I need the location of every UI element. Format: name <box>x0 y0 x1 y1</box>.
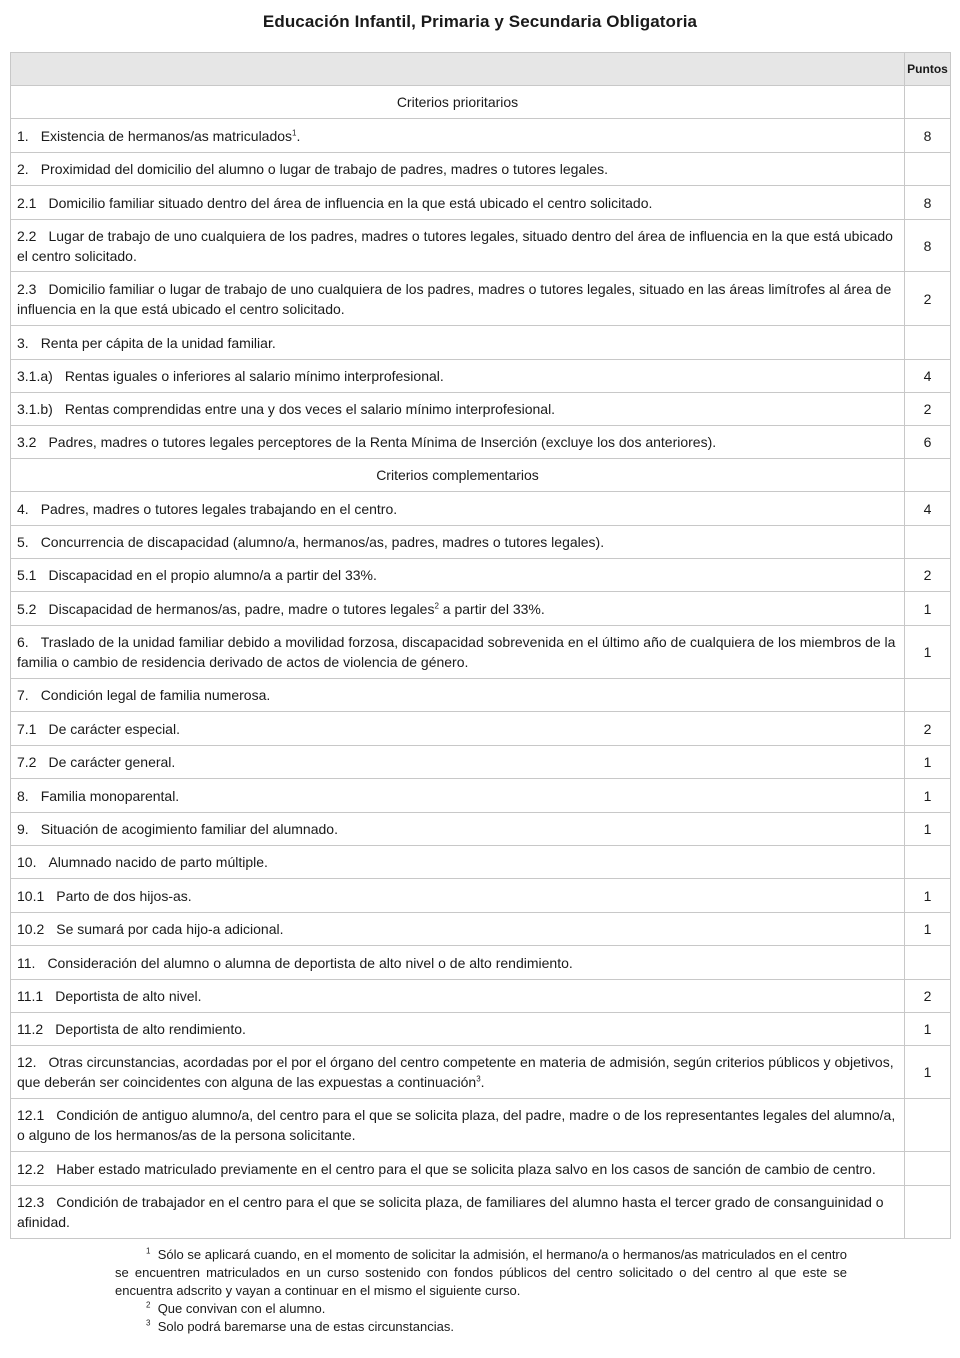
table-row <box>11 846 951 879</box>
criterion-code: 5.1 <box>17 567 37 583</box>
criterion-cell <box>11 1046 905 1099</box>
criterion-text: Existencia de hermanos/as matriculados <box>40 127 293 144</box>
table-row <box>11 592 951 626</box>
criterion-text: Otras circunstancias, acordadas por el por el órgano del centro competente en materia de admisión, según criterios públicos y objetivos, que deberán ser coincidentes con alguna de las expuestas a continuación <box>17 1054 894 1090</box>
criterion-text: Haber estado matriculado previamente en el centro para el que se solicita plaza salvo en los casos de sanción de cambio de centro. <box>56 1160 876 1177</box>
criterion-text: Discapacidad en el propio alumno/a a partir del 33%. <box>48 567 377 583</box>
criterion-code: 12.3 <box>17 1194 45 1210</box>
points-cell: 1 <box>905 746 951 779</box>
section-title: Criterios complementarios <box>11 459 905 492</box>
criterion-text: De carácter especial. <box>48 720 180 737</box>
criterion-text: Condición legal de familia numerosa. <box>40 687 271 703</box>
criterion-cell <box>11 220 905 272</box>
criterion-code: 8. <box>17 787 29 804</box>
points-cell <box>905 326 951 360</box>
criterion-cell <box>11 626 905 679</box>
table-row <box>11 1152 951 1186</box>
points-cell: 1 <box>905 1046 951 1099</box>
table-row <box>11 153 951 186</box>
criterion-cell <box>11 712 905 746</box>
points-cell: 2 <box>905 272 951 326</box>
table-row <box>11 980 951 1013</box>
table-row <box>11 360 951 393</box>
criterion-code: 10.2 <box>17 921 45 937</box>
footnote-mark: 3 <box>146 1318 151 1328</box>
criterion-cell <box>11 1186 905 1239</box>
points-cell <box>905 679 951 712</box>
points-cell <box>905 526 951 559</box>
criterion-code: 2. <box>17 161 29 177</box>
criterion-text: Consideración del alumno o alumna de deportista de alto nivel o de alto rendimiento. <box>47 954 573 971</box>
criterion-text: Renta per cápita de la unidad familiar. <box>40 334 276 351</box>
criterion-cell <box>11 913 905 946</box>
footnote <box>115 1300 847 1318</box>
criterion-code: 5. <box>17 534 29 550</box>
criterion-cell <box>11 153 905 186</box>
criterion-text: Situación de acogimiento familiar del alumnado. <box>40 821 338 837</box>
table-row <box>11 779 951 813</box>
criterion-text: Rentas iguales o inferiores al salario mínimo interprofesional. <box>64 368 444 384</box>
criterion-cell <box>11 360 905 393</box>
criterion-cell <box>11 186 905 220</box>
table-row <box>11 186 951 220</box>
criterion-text: Domicilio familiar o lugar de trabajo de uno cualquiera de los padres, madres o tutores legales, situado en las áreas limítrofes al área de influencia en la que está ubicado el centro solicitado. <box>17 280 892 317</box>
points-cell: 2 <box>905 393 951 426</box>
criterion-code: 12.1 <box>17 1107 45 1123</box>
criterion-text: Rentas comprendidas entre una y dos veces el salario mínimo interprofesional. <box>64 401 556 417</box>
points-cell <box>905 459 951 492</box>
points-cell <box>905 86 951 119</box>
criteria-table-body <box>11 53 951 1239</box>
criterion-text: Condición de trabajador en el centro para el que se solicita plaza, de familiares del alumno hasta el tercer grado de consanguinidad o afinidad. <box>17 1194 884 1230</box>
footnote-mark: 1 <box>146 1246 151 1256</box>
criterion-cell <box>11 119 905 153</box>
criterion-cell <box>11 592 905 626</box>
criterion-text: Alumnado nacido de parto múltiple. <box>48 854 268 870</box>
criterion-cell <box>11 526 905 559</box>
page-title: Educación Infantil, Primaria y Secundaria Obligatoria <box>262 12 698 31</box>
criterion-cell <box>11 393 905 426</box>
points-cell <box>905 153 951 186</box>
table-row <box>11 626 951 679</box>
criterion-code: 2.1 <box>17 194 37 211</box>
points-cell: 6 <box>905 426 951 459</box>
table-header-row <box>11 53 951 86</box>
table-row <box>11 913 951 946</box>
footnote <box>115 1318 847 1336</box>
points-cell: 8 <box>905 186 951 220</box>
table-row <box>11 119 951 153</box>
criterion-cell <box>11 679 905 712</box>
criterion-cell <box>11 746 905 779</box>
points-cell: 1 <box>905 879 951 913</box>
criterion-cell <box>11 980 905 1013</box>
criteria-table <box>10 52 951 1239</box>
table-row <box>11 712 951 746</box>
criterion-text: Se sumará por cada hijo-a adicional. <box>56 921 284 937</box>
criterion-text: Concurrencia de discapacidad (alumno/a, hermanos/as, padres, madres o tutores legales). <box>40 534 605 550</box>
criterion-cell <box>11 1152 905 1186</box>
criterion-text: Domicilio familiar situado dentro del área de influencia en la que está ubicado el centro solicitado. <box>48 194 653 211</box>
criterion-code: 3. <box>17 334 29 351</box>
table-row <box>11 220 951 272</box>
criterion-code: 1. <box>17 127 29 144</box>
footnote-ref: 1 <box>292 127 297 137</box>
points-cell: 4 <box>905 360 951 393</box>
footnote-mark: 2 <box>146 1300 151 1310</box>
points-cell: 2 <box>905 980 951 1013</box>
table-row <box>11 526 951 559</box>
criterion-code: 2.3 <box>17 280 37 297</box>
criterion-code: 7. <box>17 687 29 703</box>
table-row <box>11 813 951 846</box>
criterion-text: Proximidad del domicilio del alumno o lugar de trabajo de padres, madres o tutores legales. <box>40 161 609 177</box>
criterion-text: Deportista de alto nivel. <box>55 988 202 1004</box>
criterion-code: 2.2 <box>17 227 37 244</box>
points-cell: 1 <box>905 779 951 813</box>
footnote-ref: 3 <box>476 1074 481 1084</box>
criterion-code: 3.1.a) <box>17 368 53 384</box>
criterion-cell <box>11 559 905 592</box>
points-cell: 1 <box>905 592 951 626</box>
criterion-cell <box>11 813 905 846</box>
criterion-code: 6. <box>17 634 29 650</box>
criterion-cell <box>11 326 905 360</box>
header-points-cell: Puntos <box>905 53 951 86</box>
criterion-cell <box>11 879 905 913</box>
table-row <box>11 326 951 360</box>
footnote <box>115 1246 847 1300</box>
table-row <box>11 1046 951 1099</box>
criterion-code: 11.2 <box>17 1021 44 1037</box>
footnotes <box>115 1246 847 1336</box>
table-row <box>11 393 951 426</box>
table-row <box>11 272 951 326</box>
points-cell: 8 <box>905 220 951 272</box>
points-cell: 2 <box>905 712 951 746</box>
criterion-cell <box>11 946 905 980</box>
footnote-text: Solo podrá baremarse una de estas circunstancias. <box>157 1319 454 1334</box>
points-cell <box>905 1152 951 1186</box>
table-row <box>11 1099 951 1152</box>
table-row <box>11 746 951 779</box>
points-cell: 8 <box>905 119 951 153</box>
criterion-code: 5.2 <box>17 600 37 617</box>
criterion-text: Deportista de alto rendimiento. <box>55 1021 246 1037</box>
criterion-text: Familia monoparental. <box>40 787 180 804</box>
table-row <box>11 879 951 913</box>
footnote-ref: 2 <box>434 600 439 610</box>
criterion-cell <box>11 272 905 326</box>
criterion-cell <box>11 426 905 459</box>
points-cell <box>905 846 951 879</box>
criterion-text: Padres, madres o tutores legales trabajando en el centro. <box>40 500 398 517</box>
criterion-code: 4. <box>17 500 29 517</box>
points-cell: 2 <box>905 559 951 592</box>
criterion-cell <box>11 1013 905 1046</box>
header-criteria-cell <box>11 53 905 86</box>
section-row <box>11 86 951 119</box>
criterion-text: Lugar de trabajo de uno cualquiera de los padres, madres o tutores legales, situado dentro del área de influencia en la que está ubicado el centro solicitado. <box>17 227 893 264</box>
table-row <box>11 426 951 459</box>
points-cell: 1 <box>905 626 951 679</box>
criterion-cell <box>11 492 905 526</box>
section-title: Criterios prioritarios <box>11 86 905 119</box>
points-cell <box>905 1186 951 1239</box>
table-row <box>11 1186 951 1239</box>
criterion-text: Discapacidad de hermanos/as, padre, madre o tutores legales <box>48 600 435 617</box>
criterion-code: 3.1.b) <box>17 401 53 417</box>
criterion-text-suffix: a partir del 33%. <box>438 600 545 617</box>
points-cell <box>905 1099 951 1152</box>
criterion-text: Padres, madres o tutores legales perceptores de la Renta Mínima de Inserción (excluye los dos anteriores). <box>48 434 717 450</box>
criterion-cell <box>11 846 905 879</box>
criterion-code: 3.2 <box>17 434 37 450</box>
criterion-code: 10. <box>17 854 37 870</box>
table-row <box>11 559 951 592</box>
criterion-code: 7.2 <box>17 754 37 770</box>
criterion-text: Parto de dos hijos-as. <box>56 887 192 904</box>
criterion-code: 7.1 <box>17 720 37 737</box>
criterion-code: 11.1 <box>17 988 44 1004</box>
section-row <box>11 459 951 492</box>
points-cell: 1 <box>905 913 951 946</box>
table-row <box>11 946 951 980</box>
criterion-cell <box>11 1099 905 1152</box>
criterion-text: De carácter general. <box>48 754 176 770</box>
points-cell <box>905 946 951 980</box>
footnote-text: Que convivan con el alumno. <box>157 1301 326 1316</box>
criterion-text-suffix: . <box>480 1074 485 1090</box>
criterion-code: 10.1 <box>17 887 45 904</box>
table-row <box>11 1013 951 1046</box>
criterion-text-suffix: . <box>296 127 301 144</box>
criterion-code: 12.2 <box>17 1160 45 1177</box>
criterion-cell <box>11 779 905 813</box>
footnote-text: Sólo se aplicará cuando, en el momento de solicitar la admisión, el hermano/a o hermanos/as matriculados en el centro se encuentren matriculados en un curso sostenido con fondos públicos del centro solicitado o del centro al que este se encuentra adscrito y vayan a continuar en el mismo el siguiente curso. <box>115 1247 847 1298</box>
criterion-text: Condición de antiguo alumno/a, del centro para el que se solicita plaza, del padre, madre o de los representantes legales del alumno/a, o alguno de los hermanos/as de la persona solicitante. <box>17 1107 896 1143</box>
points-cell: 1 <box>905 813 951 846</box>
criterion-text: Traslado de la unidad familiar debido a movilidad forzosa, discapacidad sobrevenida en el último año de cualquiera de los miembros de la familia o cambio de residencia derivado de actos de violencia de género. <box>17 634 896 670</box>
criterion-code: 11. <box>17 954 36 971</box>
criterion-code: 9. <box>17 821 29 837</box>
points-cell: 1 <box>905 1013 951 1046</box>
table-row <box>11 679 951 712</box>
points-cell: 4 <box>905 492 951 526</box>
criterion-code: 12. <box>17 1054 37 1070</box>
table-row <box>11 492 951 526</box>
